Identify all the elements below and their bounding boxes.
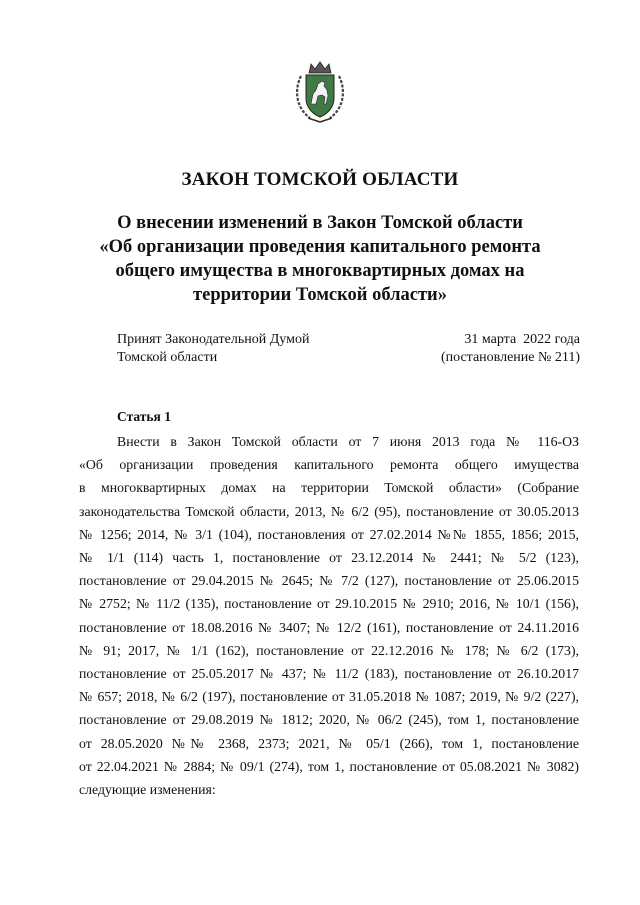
article-line: постановление от 29.08.2019 № 1812; 2020, № 06/2 (245), том 1, постановление <box>79 712 579 728</box>
article-line: в многоквартирных домах на территории Томской области» (Собрание <box>79 480 579 496</box>
article-line: постановление от 25.05.2017 № 437; № 11/2 (183), постановление от 26.10.2017 <box>79 666 579 682</box>
subtitle-line: общего имущества в многоквартирных домах на <box>115 261 525 281</box>
article-line: «Об организации проведения капитального ремонта общего имущества <box>79 457 579 473</box>
article-line: № 657; 2018, № 6/2 (197), постановление от 31.05.2018 № 1087; 2019, № 9/2 (227), <box>79 689 579 705</box>
article-line: № 1256; 2014, № 3/1 (104), постановления от 27.02.2014 №№ 1855, 1856; 2015, <box>79 526 579 542</box>
adoption-date: 31 марта 2022 года <box>464 332 580 347</box>
adopted-by-block <box>117 331 309 367</box>
subtitle-line: «Об организации проведения капитального ремонта <box>99 237 541 257</box>
law-title: ЗАКОН ТОМСКОЙ ОБЛАСТИ <box>181 169 459 190</box>
article-line: от 22.04.2021 № 2884; № 09/1 (274), том 1, постановление от 05.08.2021 № 3082) <box>79 758 579 774</box>
adoption-date-block <box>441 331 580 367</box>
adopted-by-line: Принят Законодательной Думой <box>117 332 310 347</box>
tomsk-coat-of-arms-icon <box>292 60 348 124</box>
article-body <box>79 430 579 801</box>
article-line: № 2752; № 11/2 (135), постановление от 29.10.2015 № 2910; 2016, № 10/1 (156), <box>79 596 579 612</box>
article-line: Внести в Закон Томской области от 7 июня 2013 года № 116-ОЗ <box>117 434 579 449</box>
subtitle-line: территории Томской области» <box>193 285 447 305</box>
article-line: постановление от 29.04.2015 № 2645; № 7/2 (127), постановление от 25.06.2015 <box>79 573 579 589</box>
article-line: № 1/1 (114) часть 1, постановление от 23.12.2014 № 2441; № 5/2 (123), <box>79 550 579 566</box>
article-line: законодательства Томской области, 2013, № 6/2 (95), постановление от 30.05.2013 <box>79 503 579 519</box>
article-line: следующие изменения: <box>79 782 216 798</box>
subtitle-line: О внесении изменений в Закон Томской области <box>117 213 523 233</box>
law-subtitle <box>60 211 580 307</box>
adopted-by-line: Томской области <box>117 350 218 365</box>
resolution-number: (постановление № 211) <box>440 350 580 365</box>
article-line: № 91; 2017, № 1/1 (162), постановление от 22.12.2016 № 178; № 6/2 (173), <box>79 642 579 658</box>
article-line: постановление от 18.08.2016 № 3407; № 12/2 (161), постановление от 24.11.2016 <box>79 619 579 635</box>
article-title: Статья 1 <box>117 409 171 424</box>
article-line: от 28.05.2020 №№ 2368, 2373; 2021, № 05/1 (266), том 1, постановление <box>79 735 579 751</box>
